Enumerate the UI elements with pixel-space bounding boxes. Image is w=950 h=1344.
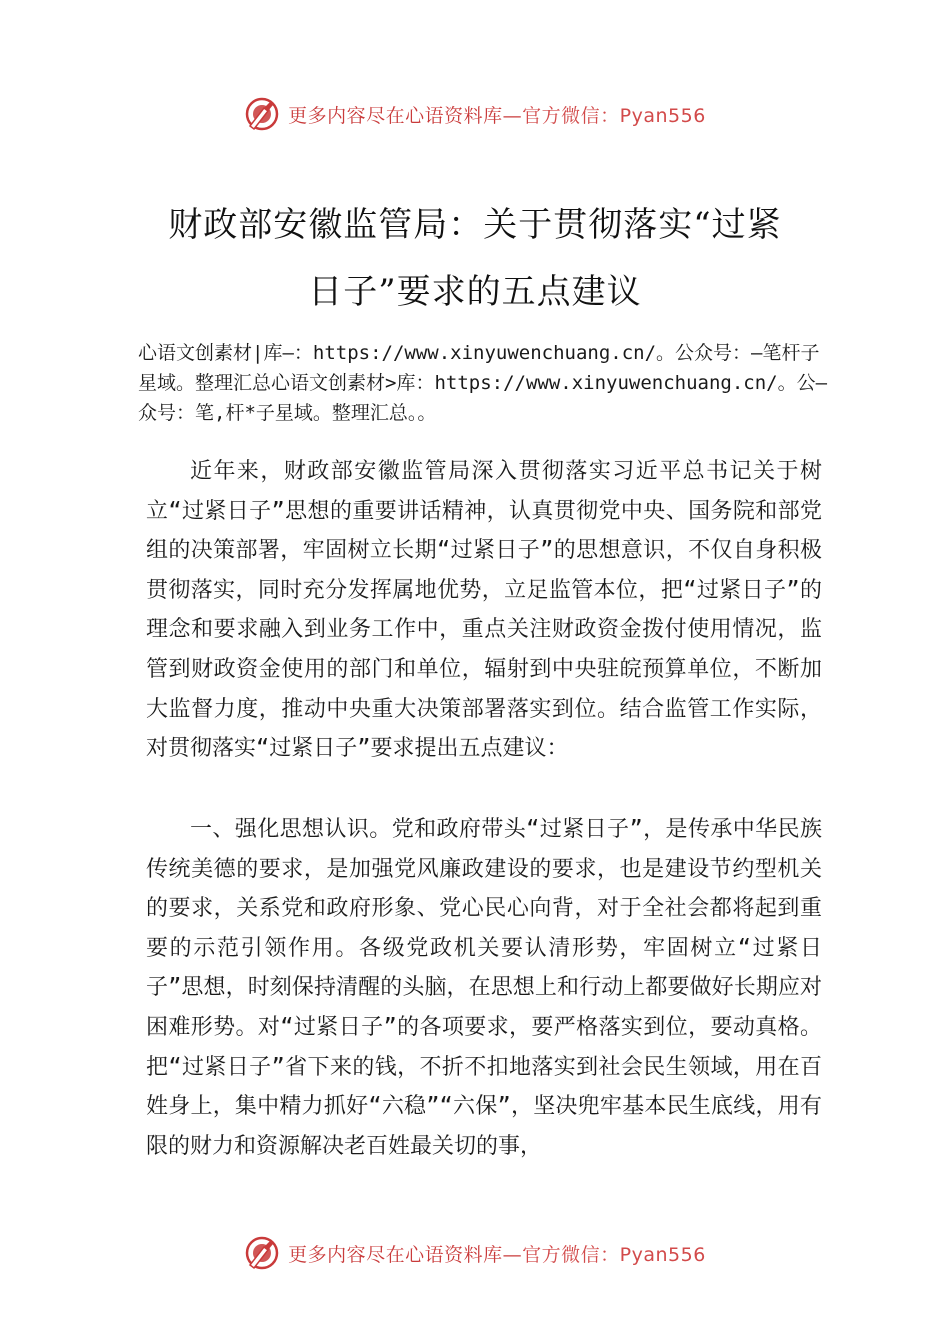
wechat-id: 官方微信：Pyan556: [522, 1243, 706, 1266]
pen-logo-icon: [244, 1235, 280, 1271]
watermark-text: 更多内容尽在心语资料库—官方微信：Pyan556: [288, 1243, 706, 1266]
wechat-id: 官方微信：Pyan556: [522, 104, 706, 127]
body-paragraph-point-1: 一、强化思想认识。党和政府带头“过紧日子”，是传承中华民族传统美德的要求，是加强党风廉政建设的要求，也是建设节约型机关的要求，关系党和政府形象、党心民心向背，对于全社会都将起到重要的示范引领作用。各级党政机关要认清形势，牢固树立“过紧日子”思想，时刻保持清醒的头脑，在思想上和行动上都要做好长期应对困难形势。对“过紧日子”的各项要求，要严格落实到位，要动真格。把“过紧日子”省下来的钱，不折不扣地落实到社会民生领域，用在百姓身上，集中精力抓好“六稳”“六保”，坚决兜牢基本民生底线，用有限的财力和资源解决老百姓最关切的事，: [146, 817, 822, 1159]
document-title-line-1: 财政部安徽监管局：关于贯彻落实“过紧: [168, 205, 782, 245]
source-note: 心语文创素材|库—：https://www.xinyuwenchuang.cn/。公众号：—笔杆子星域。整理汇总心语文创素材>库：https://www.xinyuwenchuang.cn/。公—众号：笔,杆*子星域。整理汇总。。: [138, 342, 828, 424]
document-title-line-2: 日子”要求的五点建议: [308, 272, 642, 312]
header-watermark-banner: [0, 94, 950, 134]
watermark-text: 更多内容尽在心语资料库—官方微信：Pyan556: [288, 104, 706, 127]
pen-logo-icon: [244, 96, 280, 132]
footer-watermark-banner: [0, 1233, 950, 1273]
body-paragraph-intro: 近年来，财政部安徽监管局深入贯彻落实习近平总书记关于树立“过紧日子”思想的重要讲话精神，认真贯彻党中央、国务院和部党组的决策部署，牢固树立长期“过紧日子”的思想意识，不仅自身积极贯彻落实，同时充分发挥属地优势，立足监管本位，把“过紧日子”的理念和要求融入到业务工作中，重点关注财政资金拨付使用情况，监管到财政资金使用的部门和单位，辐射到中央驻皖预算单位，不断加大监督力度，推动中央重大决策部署落实到位。结合监管工作实际，对贯彻落实“过紧日子”要求提出五点建议：: [146, 459, 822, 762]
